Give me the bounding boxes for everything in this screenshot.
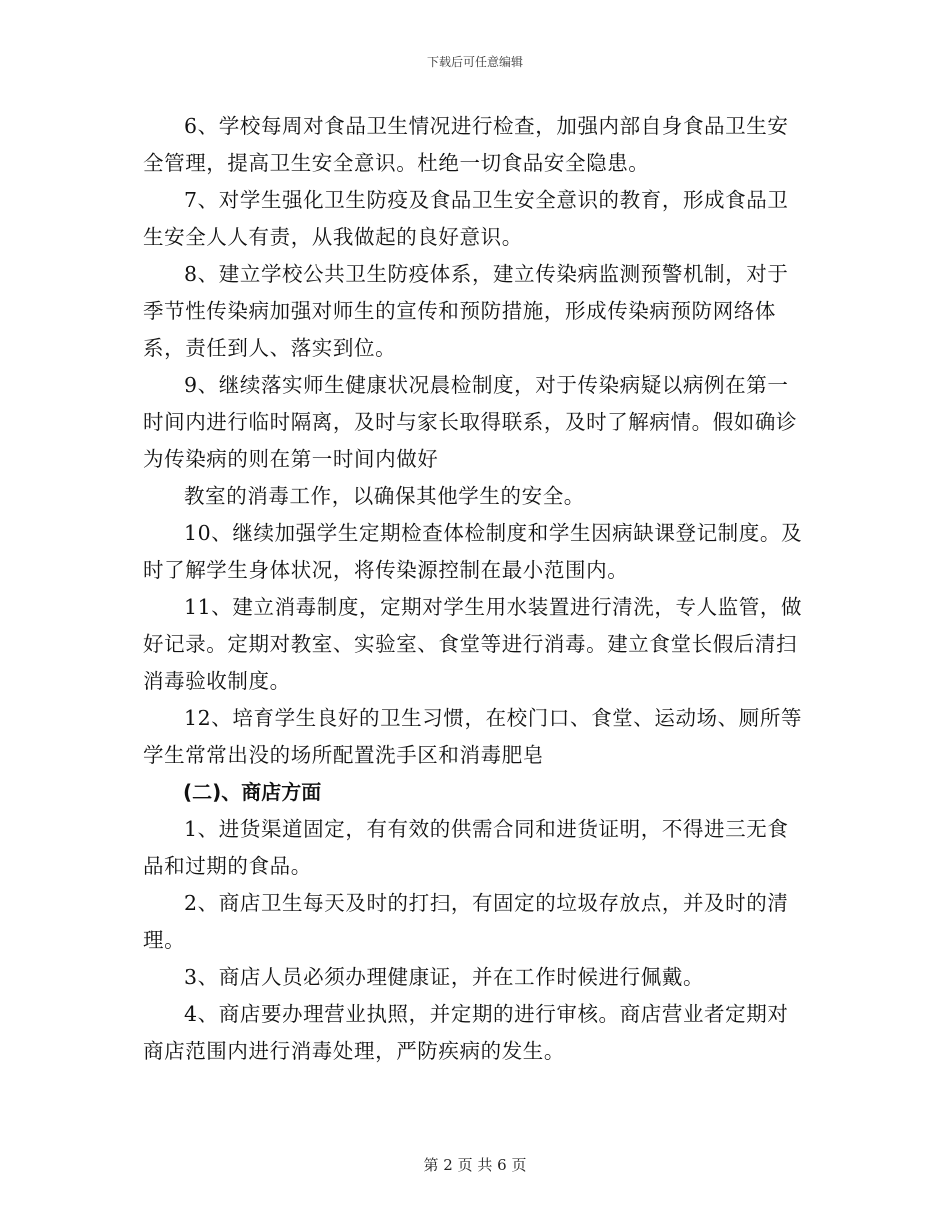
section-heading-store: (二)、商店方面 bbox=[183, 780, 322, 804]
store-paragraph-1: 1、进货渠道固定，有有效的供需合同和进货证明，不得进三无食品和过期的食品。 bbox=[143, 817, 789, 878]
paragraph-8: 8、建立学校公共卫生防疫体系，建立传染病监测预警机制，对于季节性传染病加强对师生的宣传和预防措施，形成传染病预防网络体系，责任到人、落实到位。 bbox=[143, 262, 789, 360]
page-number: 第 2 页 共 6 页 bbox=[423, 1156, 527, 1174]
document-body bbox=[143, 108, 809, 1070]
paragraph-10: 10、继续加强学生定期检查体检制度和学生因病缺课登记制度。及时了解学生身体状况，将传染源控制在最小范围内。 bbox=[143, 521, 803, 582]
store-paragraph-2: 2、商店卫生每天及时的打扫，有固定的垃圾存放点，并及时的清理。 bbox=[143, 891, 789, 952]
store-paragraph-4: 4、商店要办理营业执照，并定期的进行审核。商店营业者定期对商店范围内进行消毒处理，严防疾病的发生。 bbox=[143, 1002, 789, 1063]
paragraph-12: 12、培育学生良好的卫生习惯，在校门口、食堂、运动场、厕所等学生常常出没的场所配置洗手区和消毒肥皂 bbox=[143, 706, 803, 767]
paragraph-6: 6、学校每周对食品卫生情况进行检查，加强内部自身食品卫生安全管理，提高卫生安全意识。杜绝一切食品安全隐患。 bbox=[143, 114, 789, 175]
paragraph-7: 7、对学生强化卫生防疫及食品卫生安全意识的教育，形成食品卫生安全人人有责，从我做起的良好意识。 bbox=[143, 188, 789, 249]
page-header: 下载后可任意编辑 bbox=[426, 55, 523, 69]
paragraph-9-continued: 教室的消毒工作，以确保其他学生的安全。 bbox=[184, 484, 585, 508]
store-paragraph-3: 3、商店人员必须办理健康证，并在工作时候进行佩戴。 bbox=[184, 965, 705, 989]
paragraph-9: 9、继续落实师生健康状况晨检制度，对于传染病疑以病例在第一时间内进行临时隔离，及时与家长取得联系，及时了解病情。假如确诊为传染病的则在第一时间内做好 bbox=[143, 373, 798, 471]
paragraph-11: 11、建立消毒制度，定期对学生用水装置进行清洗，专人监管，做好记录。定期对教室、实验室、食堂等进行消毒。建立食堂长假后清扫消毒验收制度。 bbox=[143, 595, 803, 693]
